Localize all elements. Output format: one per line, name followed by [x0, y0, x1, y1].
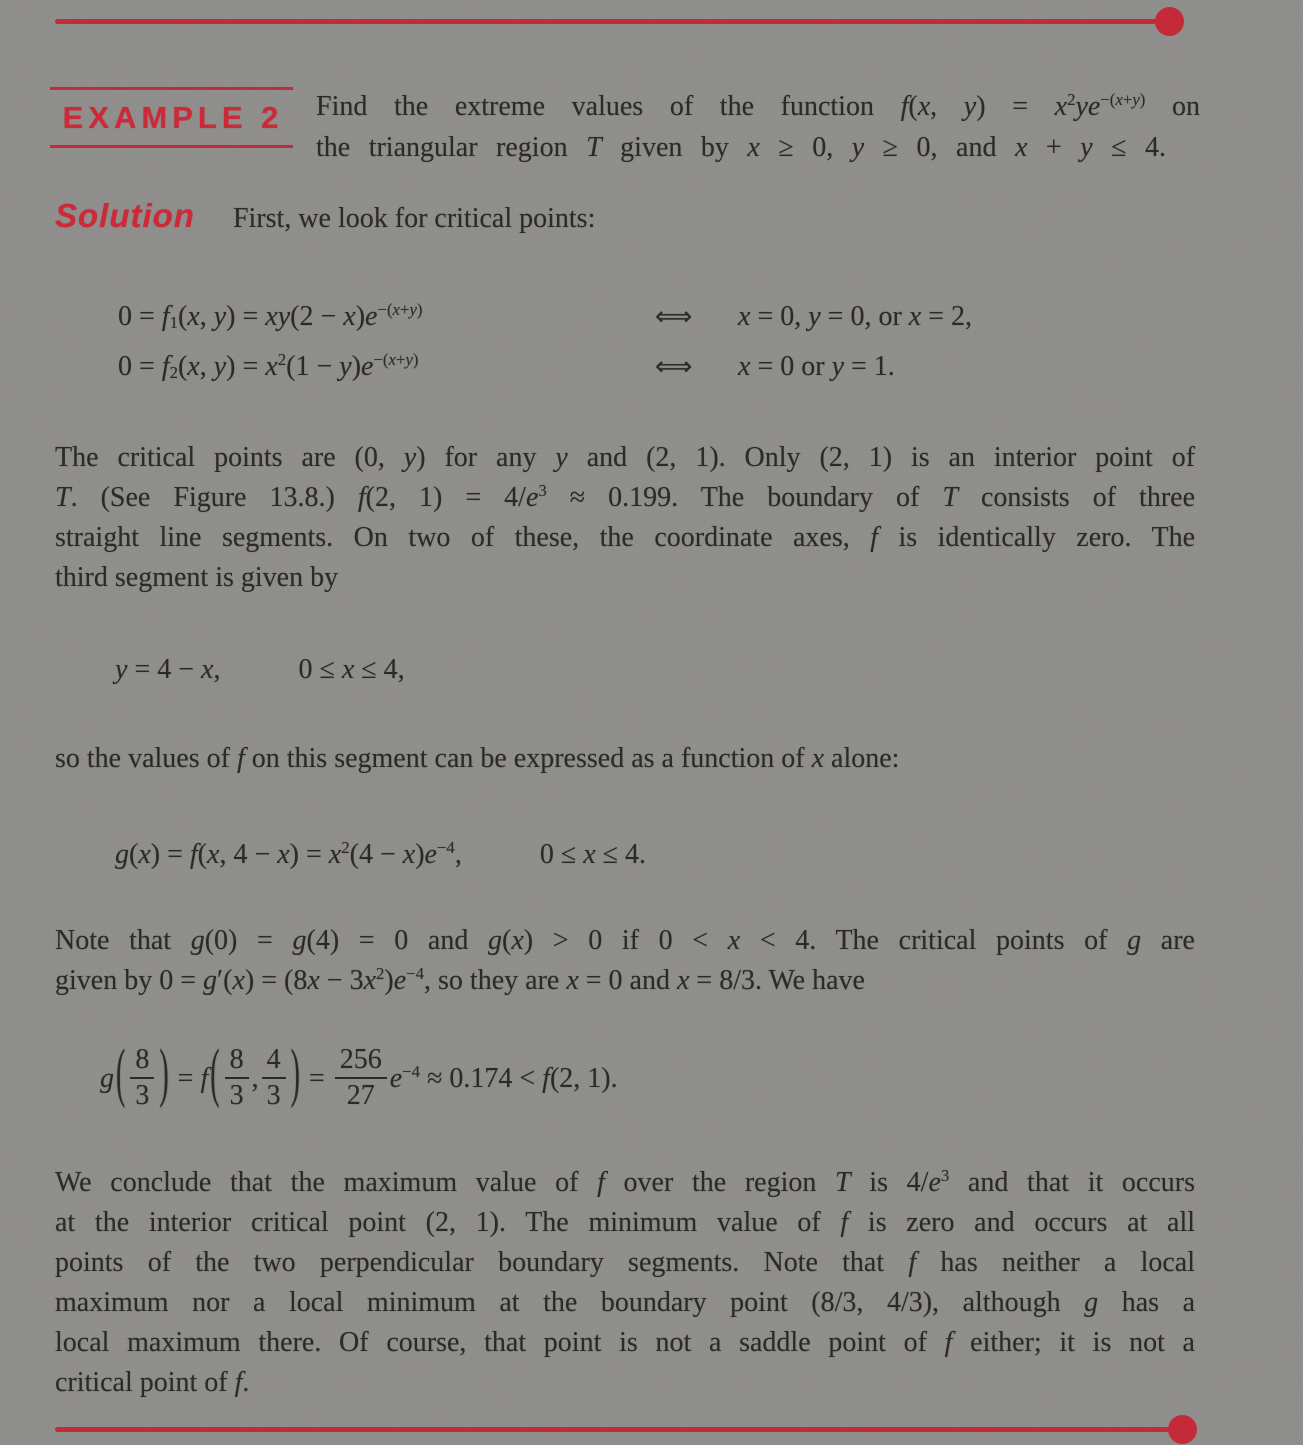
paragraph-line: straight line segments. On two of these, the coordinate axes, f is identically zero. The [55, 522, 1195, 553]
solution-label: Solution [55, 197, 195, 234]
paragraph-line: points of the two perpendicular boundary segments. Note that f has neither a local [55, 1247, 1196, 1278]
segment-equation: y = 4 − x, 0 ≤ x ≤ 4, [115, 654, 405, 685]
critical-points-equation-system [118, 292, 972, 392]
equation-left: $0 = f_2(x$, $y) = x^2(1 - y)e^{-(x+y)}$ [118, 349, 419, 383]
top-rule-dot-ornament [1155, 7, 1184, 36]
paragraph-line: given by $0 = g'(x) = (8x - 3x^2)e^{-4}$, so they are x = 0 and x = 8/3. We have [55, 963, 865, 996]
paragraph-line: so the values of f on this segment can be expressed as a function of x alone: [55, 743, 900, 774]
paragraph-line: local maximum there. Of course, that point is not a saddle point of f either; it is not a [55, 1327, 1195, 1358]
paragraph-critical-points [55, 438, 1195, 598]
example-label: EXAMPLE 2 [62, 100, 284, 135]
g-definition-equation: g(x) = f(x, $4 - x) = x^2(4 - x)e^{-4}$, 0 ≤ x ≤ 4. [115, 837, 646, 870]
iff-arrow-icon: ⟺ [655, 352, 693, 382]
paragraph-line: at the interior critical point (2, 1). The minimum value of f is zero and occurs at all [55, 1207, 1195, 1238]
paragraph-critical-points-of-g [55, 921, 1195, 1001]
paragraph-line: The critical points are (0, y) for any y and (2, 1). Only (2, 1) is an interior point of [55, 442, 1196, 473]
paragraph-line: critical point of f. [55, 1367, 250, 1398]
paragraph-line: third segment is given by [55, 562, 339, 593]
solution-intro: First, we look for critical points: [232, 203, 596, 234]
solution-row [55, 197, 595, 235]
equation-left: $0 = f_1(x$, $y) = xy(2 - x)e^{-(x+y)}$ [118, 299, 423, 333]
equation-right: x = 0, y = 0, or x = 2, [738, 301, 973, 332]
paragraph-line: T. (See Figure 13.8.) f(2, $1) = 4/e^3 \approx 0.199$. The boundary of T consists of three [55, 480, 1196, 513]
paragraph-segment-values [55, 739, 1195, 779]
problem-line: the triangular region T given by x ≥ 0, y ≥ 0, and x + y ≤ 4. [316, 132, 1166, 163]
paragraph-conclusion [55, 1163, 1195, 1403]
problem-line: Find the extreme values of the function f(x, $y) = x^2ye^{-(x+y)}$ on [316, 89, 1201, 122]
paragraph-line: We conclude that the maximum value of f over the region T is $4/e^3$ and that it occurs [55, 1165, 1195, 1198]
g-value-equation: g( $\frac{8}{3}$ ) = f( $\frac{8}{3}$ , $\frac{4}{3}$ ) = $\frac{256}{27}$ $e^{-4} \approx 0.174 < f(2$, 1). [100, 1037, 618, 1111]
bottom-rule-dot-ornament [1168, 1415, 1197, 1444]
bottom-rule [55, 1427, 1181, 1432]
paragraph-line: Note that g(0) = g(4) = 0 and g(x) > 0 if 0 < x < 4. The critical points of g are [55, 925, 1195, 956]
equation-right: x = 0 or y = 1. [738, 351, 895, 382]
iff-arrow-icon: ⟺ [655, 302, 693, 332]
example-badge [50, 87, 293, 148]
paragraph-line: maximum nor a local minimum at the boundary point (8/3, 4/3), although g has a [55, 1287, 1195, 1318]
problem-statement [316, 86, 1200, 168]
top-rule [55, 19, 1167, 24]
example-badge-bottom-bar [50, 145, 293, 148]
